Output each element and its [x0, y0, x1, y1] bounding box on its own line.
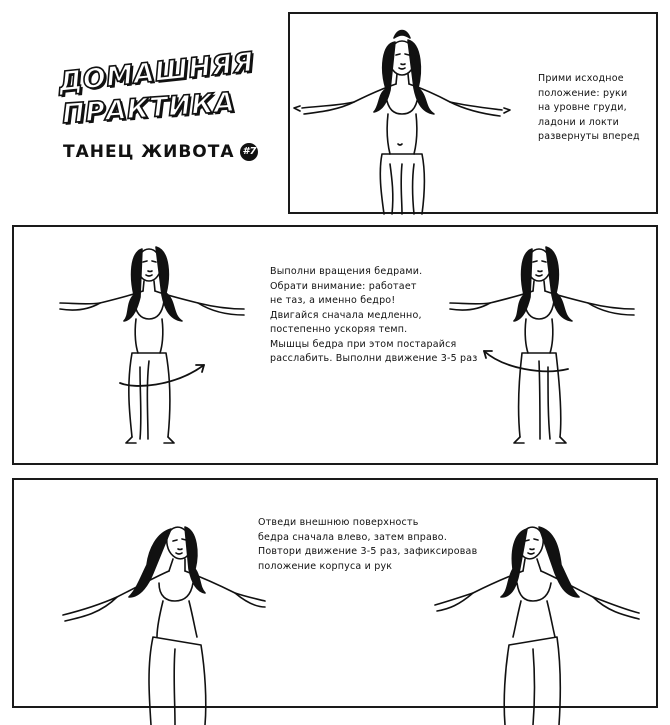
step-1-panel	[288, 12, 658, 214]
text-line: Повтори движение 3-5 раз, зафиксировав	[258, 546, 478, 557]
text-line: расслабить. Выполни движение 3-5 раз	[270, 353, 478, 364]
text-line: постепенно ускоряя темп.	[270, 324, 408, 335]
step-3-panel	[12, 478, 658, 708]
step-1-text	[538, 72, 640, 145]
text-line: Отведи внешнюю поверхность	[258, 517, 419, 528]
text-line: бедра сначала влево, затем вправо.	[258, 531, 448, 543]
text-line: положение корпуса и рук	[258, 560, 393, 572]
text-line: ладони и локти	[538, 116, 620, 128]
text-line: развернуты вперед	[538, 131, 640, 142]
text-line: не таз, а именно бедро!	[270, 295, 396, 306]
title-line-1: ДОМАШНЯЯ	[56, 46, 256, 99]
issue-number-badge: #7	[240, 143, 258, 161]
dancer-figure-icon	[290, 14, 530, 214]
subtitle	[63, 142, 258, 162]
text-line: Обрати внимание: работает	[270, 280, 417, 292]
dancer-figure-icon	[54, 227, 254, 463]
text-line: Прими исходное	[538, 73, 624, 84]
text-line: положение: руки	[538, 87, 628, 99]
step-2-panel	[12, 225, 658, 465]
dancer-figure-icon	[29, 505, 279, 725]
text-line: Двигайся сначала медленно,	[270, 309, 422, 321]
title-line-2: ПРАКТИКА	[61, 86, 237, 131]
step-3-text	[258, 516, 477, 574]
subtitle-text: ТАНЕЦ ЖИВОТА	[63, 142, 235, 162]
text-line: Мышцы бедра при этом постарайся	[270, 338, 457, 350]
text-line: на уровне груди,	[538, 102, 627, 113]
text-line: Выполни вращения бедрами.	[270, 266, 423, 277]
step-2-text	[270, 265, 478, 367]
